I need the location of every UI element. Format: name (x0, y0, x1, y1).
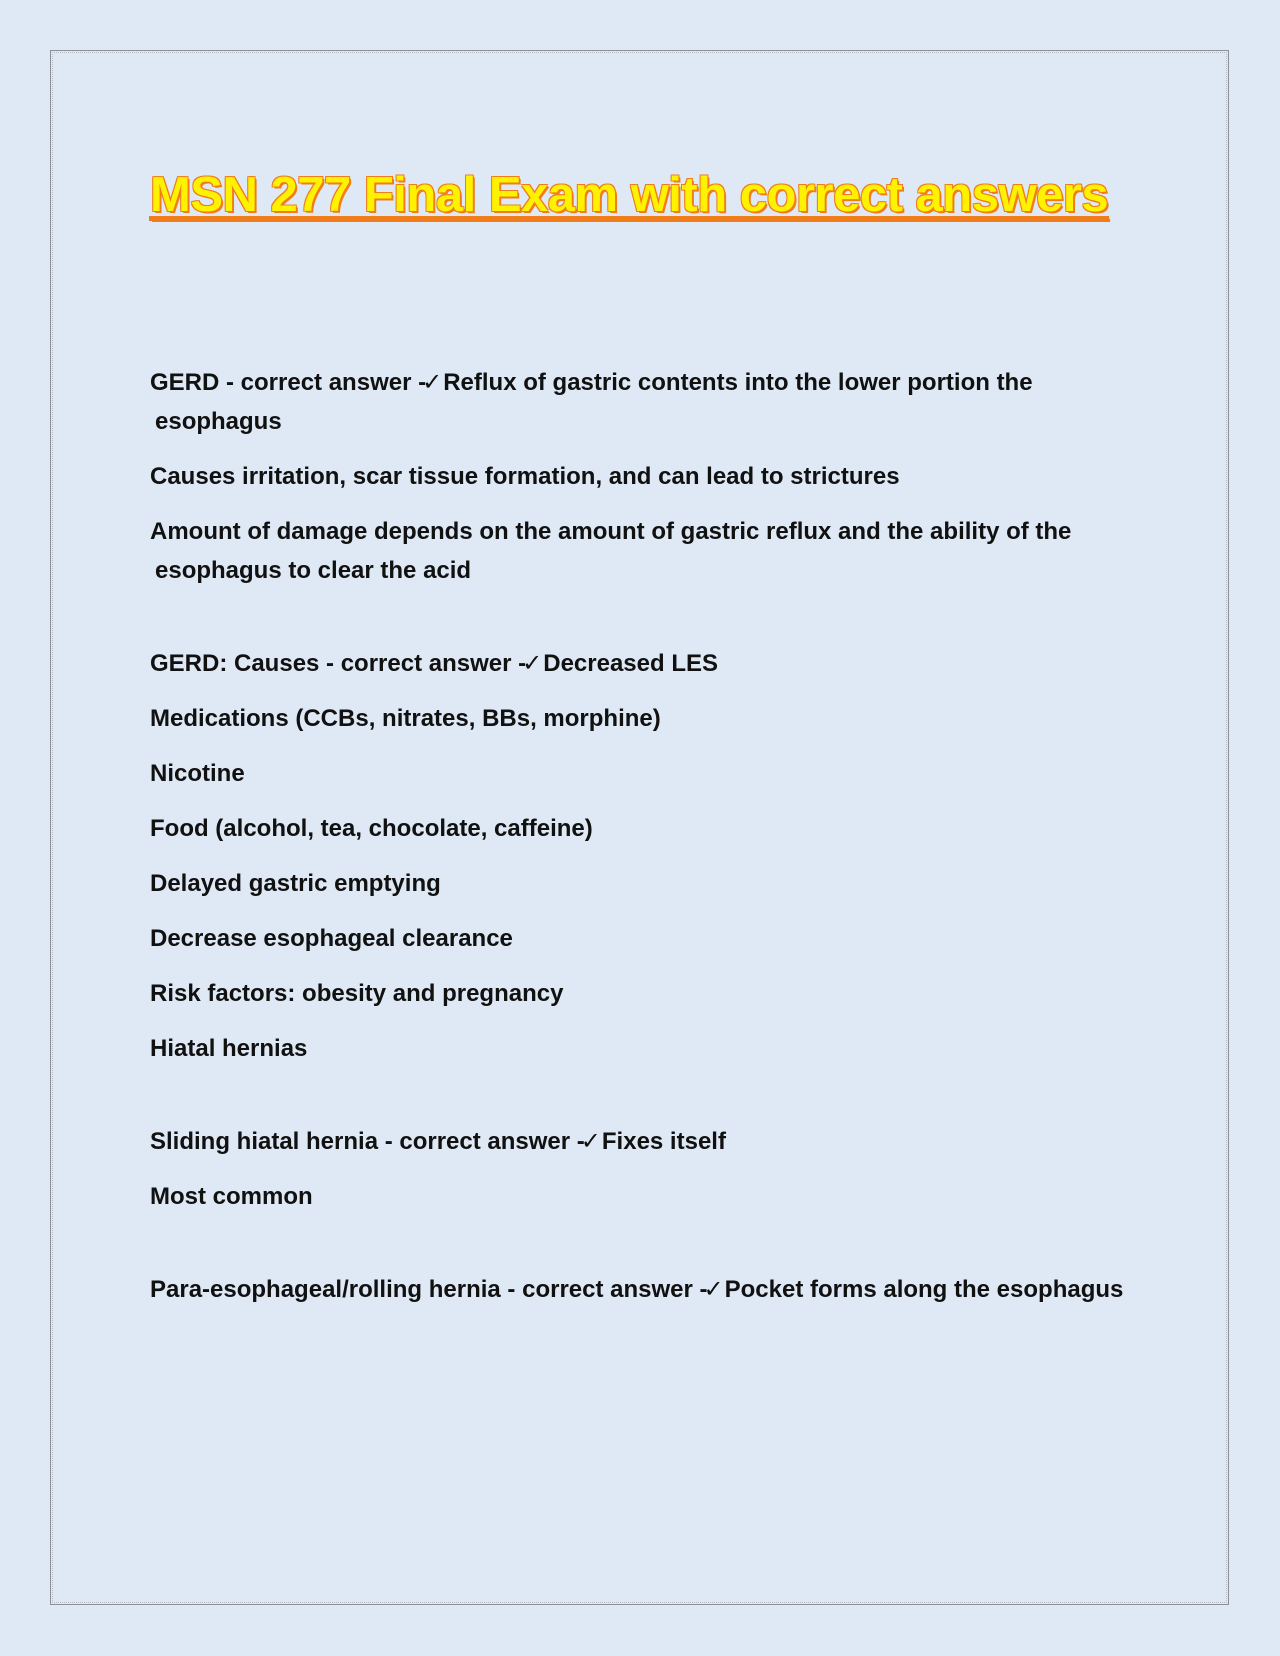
qa-answer: Fixes itself (601, 1128, 726, 1155)
checkmark-icon: ✓ (703, 1276, 724, 1303)
qa-answer: Decreased LES (543, 650, 718, 677)
qa-answer-line: Decrease esophageal clearance (150, 925, 513, 952)
document-title: MSN 277 Final Exam with correct answers (150, 168, 1109, 222)
qa-answer-line: Causes irritation, scar tissue formation, and can lead to strictures (150, 463, 900, 490)
qa-answer: Pocket forms along the esophagus (724, 1276, 1124, 1303)
qa-entry (150, 1122, 1130, 1216)
qa-question-line (150, 1122, 1130, 1161)
document-content (150, 155, 1130, 1363)
qa-term: GERD: Causes - correct answer - (150, 650, 527, 677)
qa-answer-line: Most common (150, 1183, 313, 1210)
qa-entry (150, 644, 1130, 1068)
checkmark-icon: ✓ (522, 650, 543, 677)
qa-answer-line: Nicotine (150, 760, 245, 787)
qa-answer-line: Medications (CCBs, nitrates, BBs, morphine) (150, 705, 661, 732)
qa-entry (150, 1270, 1130, 1309)
qa-question-line (150, 363, 1130, 441)
qa-question-line (150, 1270, 1130, 1309)
qa-answer-line: Amount of damage depends on the amount of gastric reflux and the ability of the esophagus to clear the acid (150, 518, 1072, 584)
qa-term: Sliding hiatal hernia - correct answer - (150, 1128, 585, 1155)
qa-question-line (150, 644, 1130, 683)
checkmark-icon: ✓ (580, 1128, 601, 1155)
qa-answer-line: Hiatal hernias (150, 1035, 308, 1062)
qa-answer-line: Food (alcohol, tea, chocolate, caffeine) (150, 815, 593, 842)
qa-answer-line: Delayed gastric emptying (150, 870, 441, 897)
qa-list (150, 363, 1130, 1309)
qa-entry (150, 363, 1130, 590)
qa-answer-line: Risk factors: obesity and pregnancy (150, 980, 564, 1007)
qa-term: GERD - correct answer - (150, 369, 427, 396)
qa-term: Para-esophageal/rolling hernia - correct answer - (150, 1276, 708, 1303)
checkmark-icon: ✓ (422, 369, 443, 396)
qa-answer: Reflux of gastric contents into the lower portion the esophagus (155, 369, 1033, 435)
